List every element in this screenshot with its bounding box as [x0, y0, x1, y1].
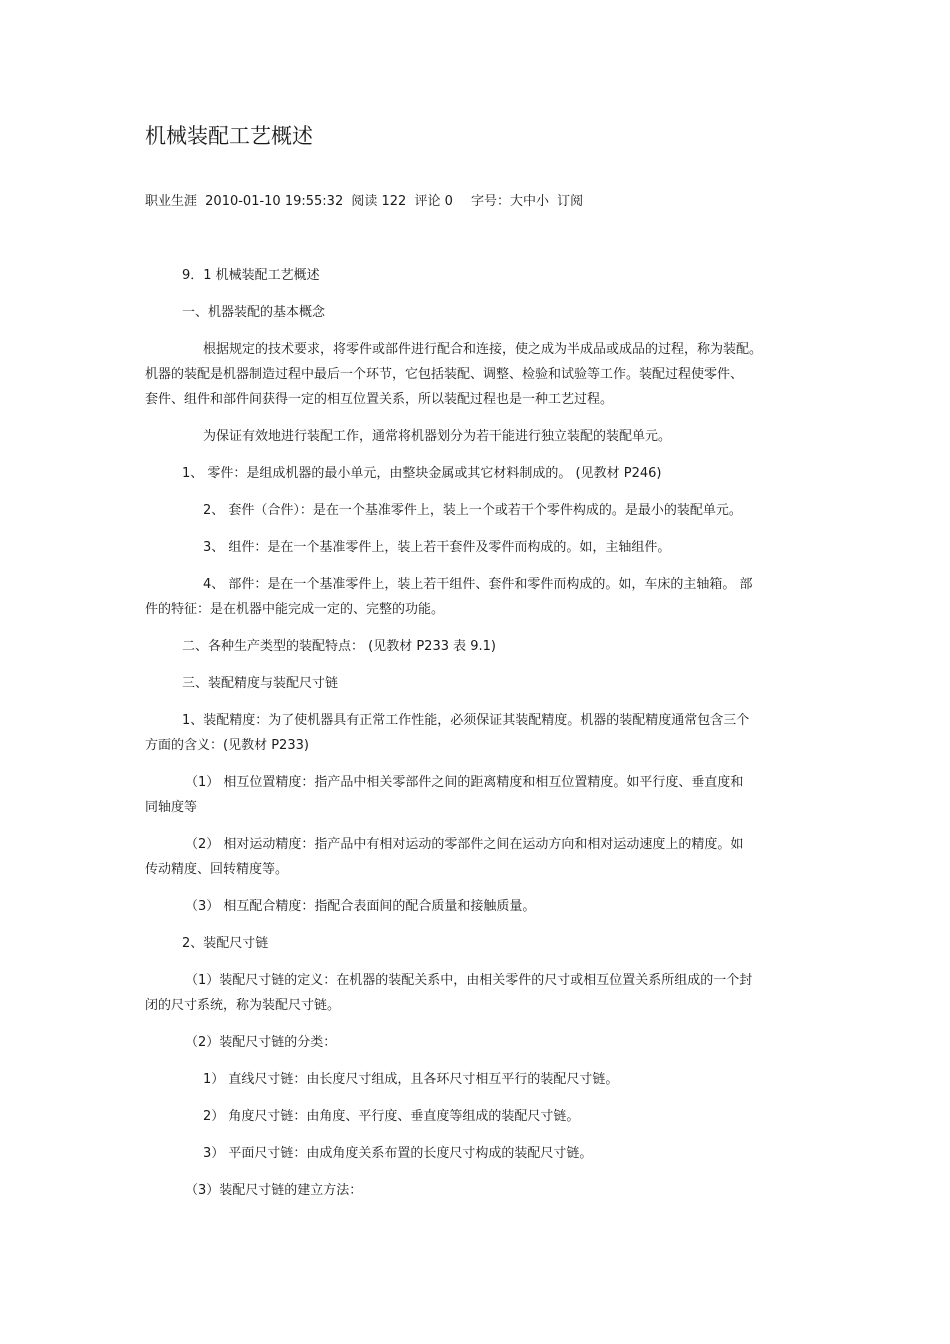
section-heading: 二、各种生产类型的装配特点： (见教材 P233 表 9.1): [182, 639, 496, 654]
list-item: 4、 部件：是在一个基准零件上，装上若干组件、套件和零件而构成的。如，车床的主轴箱。 部: [203, 577, 753, 592]
section-heading: （3）装配尺寸链的建立方法：: [185, 1183, 363, 1198]
list-item: 传动精度、回转精度等。: [145, 862, 289, 877]
paragraph-line: 为保证有效地进行装配工作，通常将机器划分为若干能进行独立装配的装配单元。: [203, 429, 672, 444]
subscribe-link[interactable]: 订阅: [557, 194, 584, 209]
comment-count[interactable]: 评论 0: [414, 194, 453, 209]
paragraph-line: 1、装配精度：为了使机器具有正常工作性能，必须保证其装配精度。机器的装配精度通常包含三个: [182, 713, 750, 728]
read-count: 阅读 122: [351, 194, 407, 209]
font-size-options[interactable]: 字号：大中小: [471, 194, 550, 209]
paragraph-line: 根据规定的技术要求，将零件或部件进行配合和连接，使之成为半成品或成品的过程，称为装配。: [203, 342, 763, 357]
list-item: 2） 角度尺寸链：由角度、平行度、垂直度等组成的装配尺寸链。: [203, 1109, 580, 1124]
paragraph-line: （1）装配尺寸链的定义：在机器的装配关系中，由相关零件的尺寸或相互位置关系所组成的一个封: [185, 973, 753, 988]
paragraph-line: 方面的含义：(见教材 P233): [145, 738, 309, 753]
article-meta: [145, 192, 587, 212]
page-title: 机械装配工艺概述: [145, 124, 313, 148]
section-heading: 三、装配精度与装配尺寸链: [182, 676, 339, 691]
section-heading: 9．1 机械装配工艺概述: [182, 268, 320, 283]
list-item: （2） 相对运动精度：指产品中有相对运动的零部件之间在运动方向和相对运动速度上的精度。如: [185, 837, 744, 852]
category-link[interactable]: 职业生涯: [145, 194, 198, 209]
list-item: 3） 平面尺寸链：由成角度关系布置的长度尺寸构成的装配尺寸链。: [203, 1146, 593, 1161]
section-heading: （2）装配尺寸链的分类：: [185, 1035, 337, 1050]
list-item: 3、 组件：是在一个基准零件上，装上若干套件及零件而构成的。如，主轴组件。: [203, 540, 671, 555]
list-item: （1） 相互位置精度：指产品中相关零部件之间的距离精度和相互位置精度。如平行度、垂直度和: [185, 775, 744, 790]
post-datetime: 2010-01-10 19:55:32: [205, 194, 344, 209]
list-item: 件的特征：是在机器中能完成一定的、完整的功能。: [145, 602, 445, 617]
section-heading: 一、机器装配的基本概念: [182, 305, 326, 320]
list-item: 1、 零件：是组成机器的最小单元，由整块金属或其它材料制成的。 (见教材 P246): [182, 466, 662, 481]
section-heading: 2、装配尺寸链: [182, 936, 269, 951]
list-item: 1） 直线尺寸链：由长度尺寸组成，且各环尺寸相互平行的装配尺寸链。: [203, 1072, 619, 1087]
paragraph-line: 套件、组件和部件间获得一定的相互位置关系，所以装配过程也是一种工艺过程。: [145, 392, 614, 407]
paragraph-line: 闭的尺寸系统，称为装配尺寸链。: [145, 998, 341, 1013]
paragraph-line: 机器的装配是机器制造过程中最后一个环节，它包括装配、调整、检验和试验等工作。装配过程使零件、: [145, 367, 744, 382]
list-item: 2、 套件（合件）：是在一个基准零件上，装上一个或若干个零件构成的。是最小的装配单元。: [203, 503, 742, 518]
list-item: 同轴度等: [145, 800, 198, 815]
list-item: （3） 相互配合精度：指配合表面间的配合质量和接触质量。: [185, 899, 536, 914]
